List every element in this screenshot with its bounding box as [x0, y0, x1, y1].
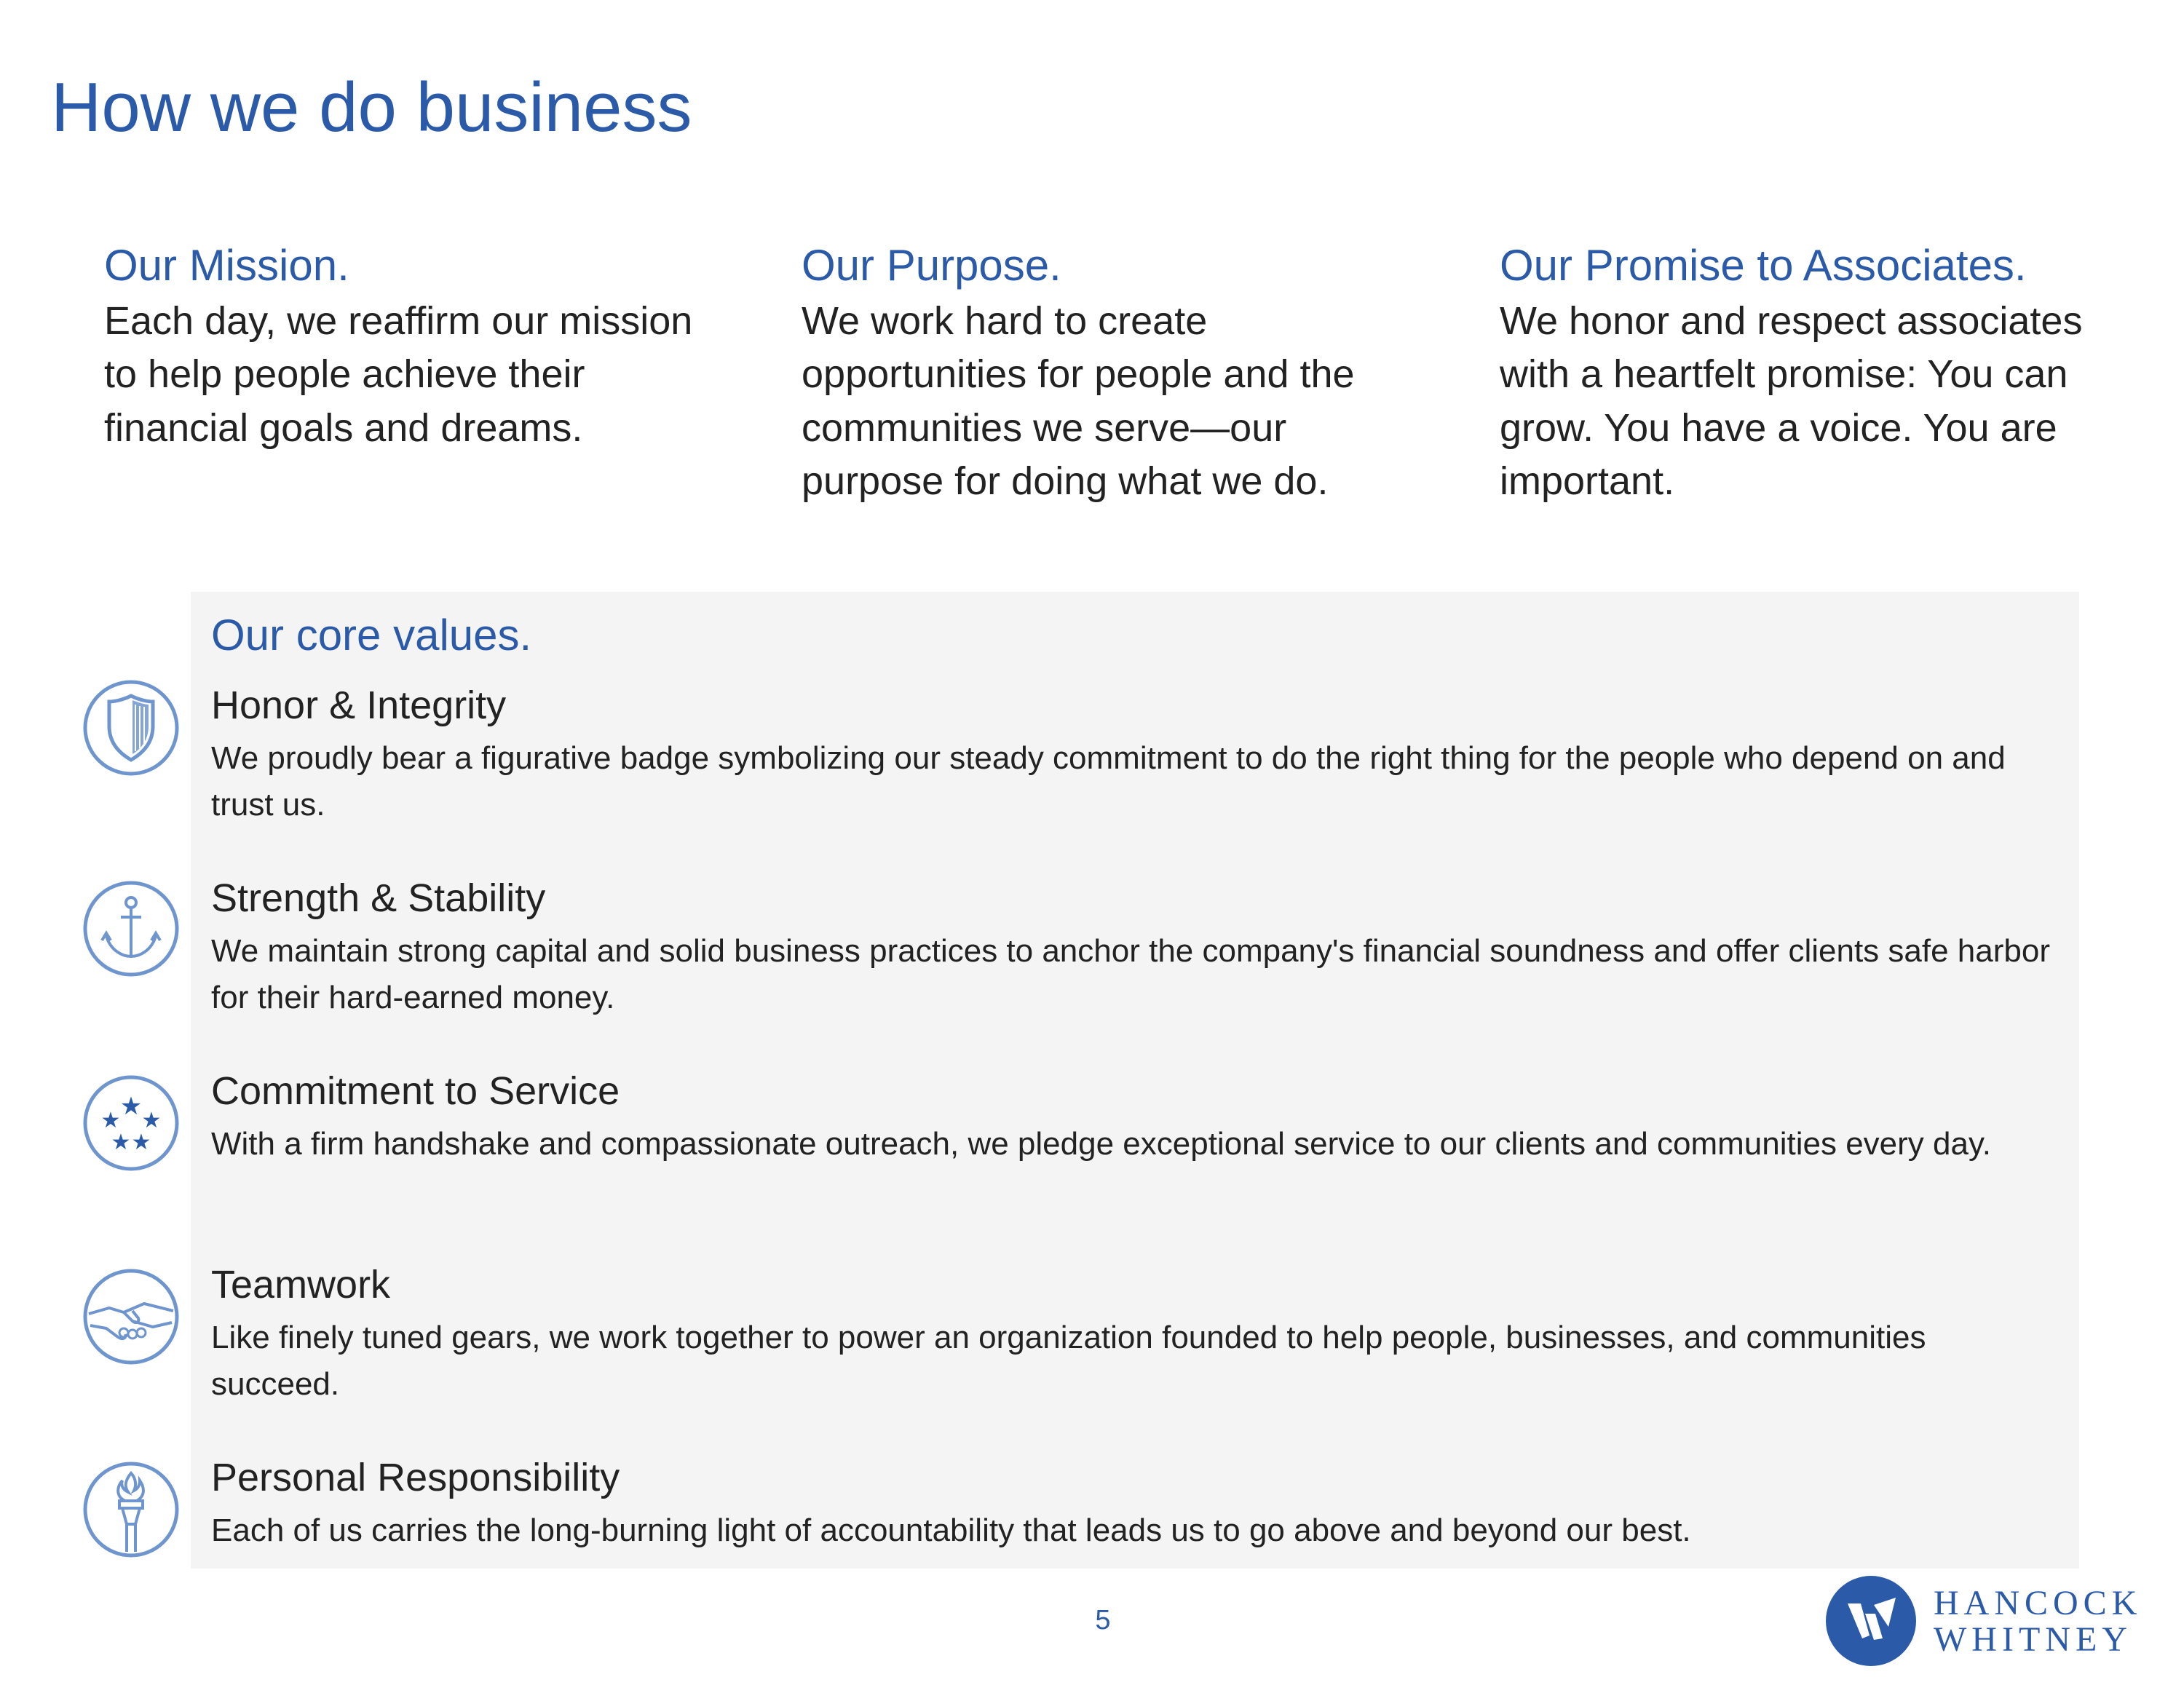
shield-icon [82, 678, 181, 777]
mission-heading: Our Mission. [104, 241, 349, 290]
value-description: Each of us carries the long-burning light of accountability that leads us to go above and beyond our best. [211, 1512, 1691, 1549]
purpose-text: We work hard to create opportunities for people and the communities we serve—our purpose for doing what we do. [802, 299, 1355, 504]
handshake-icon [82, 1267, 181, 1366]
hancock-whitney-logo-icon [1826, 1576, 1916, 1666]
purpose-heading: Our Purpose. [802, 241, 1061, 290]
promise-text: We honor and respect associates with a heartfelt promise: You can grow. You have a voice. You are important. [1500, 299, 2083, 504]
promise-heading: Our Promise to Associates. [1500, 241, 2027, 290]
purpose-section [802, 240, 1428, 509]
value-heading: Personal Responsibility [211, 1456, 620, 1499]
page-title: How we do business [51, 68, 692, 146]
logo-line-2: WHITNEY [1934, 1620, 2132, 1660]
mission-text: Each day, we reaffirm our mission to help people achieve their financial goals and dreams. [104, 299, 693, 450]
value-honor-integrity [211, 683, 2060, 828]
promise-section [1500, 240, 2155, 509]
value-heading: Honor & Integrity [211, 683, 507, 727]
value-heading: Strength & Stability [211, 876, 546, 920]
core-values-title: Our core values. [211, 611, 532, 659]
logo-wordmark [1934, 1585, 2142, 1659]
value-heading: Teamwork [211, 1263, 391, 1307]
value-description: We maintain strong capital and solid business practices to anchor the company's financial soundness and offer clients safe harbor for their hard-earned money. [211, 933, 2050, 1015]
anchor-icon [82, 879, 181, 978]
value-commitment-service [211, 1069, 2060, 1167]
logo-line-1: HANCOCK [1934, 1584, 2143, 1622]
svg-text:★: ★ [100, 1108, 121, 1133]
torch-icon [82, 1460, 181, 1559]
value-description: We proudly bear a figurative badge symbolizing our steady commitment to do the right thing for the people who depend on and trust us. [211, 740, 2006, 822]
value-heading: Commitment to Service [211, 1069, 620, 1113]
svg-text:★: ★ [141, 1108, 162, 1133]
svg-text:★: ★ [111, 1130, 131, 1155]
value-strength-stability [211, 876, 2060, 1021]
value-personal-responsibility [211, 1455, 2060, 1554]
svg-text:★: ★ [131, 1130, 151, 1155]
mission-section [104, 240, 730, 455]
svg-text:★: ★ [119, 1092, 143, 1121]
value-description: With a firm handshake and compassionate outreach, we pledge exceptional service to our clients and communities every day. [211, 1126, 1991, 1162]
page-number: 5 [1095, 1605, 1111, 1636]
value-teamwork [211, 1262, 2060, 1408]
value-description: Like finely tuned gears, we work together to power an organization founded to help people, businesses, and communities succeed. [211, 1320, 1926, 1402]
stars-icon [82, 1074, 181, 1173]
